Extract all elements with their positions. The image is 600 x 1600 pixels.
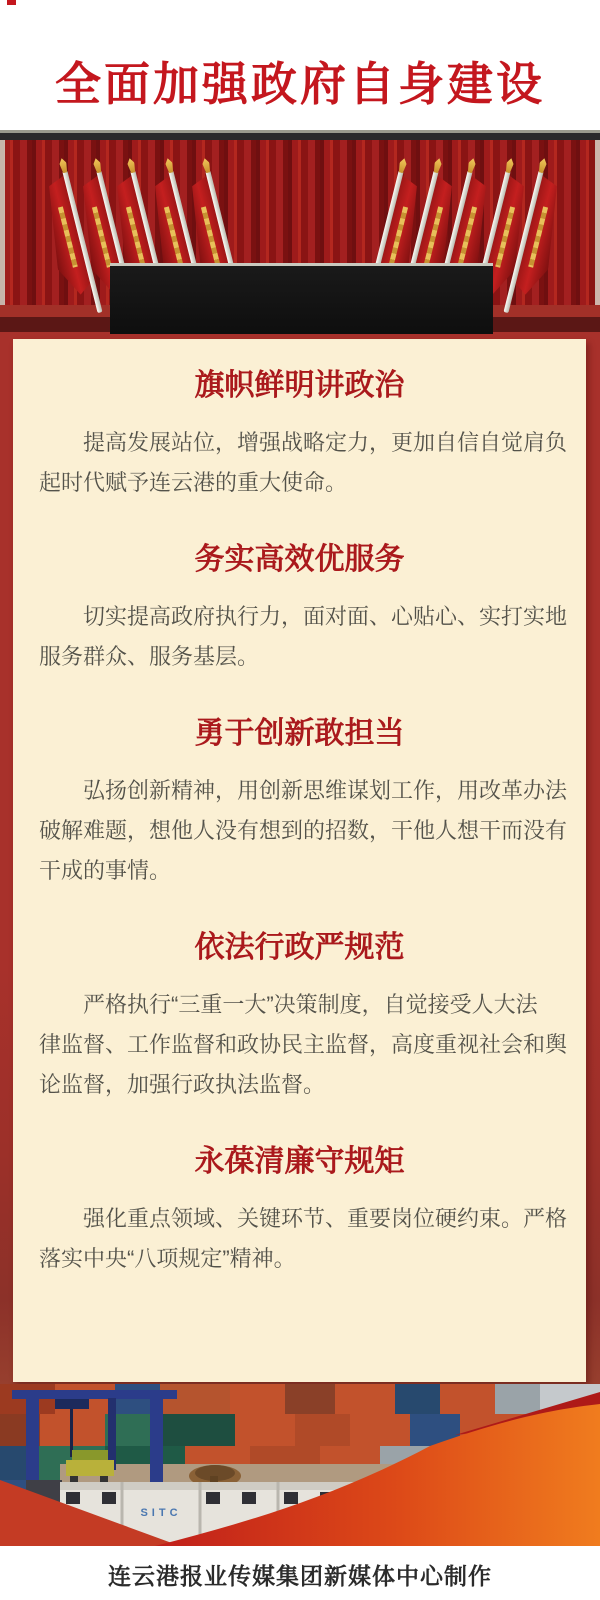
body-line: 切实提高政府执行力，面对面、心贴心、实打实地 [83,604,568,629]
stage-top-bar [0,133,600,140]
page-title: 全面加强政府自身建设 [55,59,545,110]
title-band [0,0,600,130]
body-line: 破解难题，想他人没有想到的招数，干他人想干而没有 [39,818,568,843]
body-line: 弘扬创新精神，用创新思维谋划工作，用改革办法 [83,778,568,803]
sitc-container-label: SITC [140,1507,182,1519]
body-line: 起时代赋予连云港的重大使命。 [39,470,348,495]
footer-credit: 连云港报业传媒集团新媒体中心制作 [108,1563,492,1589]
section-body [39,423,568,503]
section-heading: 旗帜鲜明讲政治 [194,369,405,402]
podium [110,263,493,334]
section-body [39,771,568,891]
section-innovation [39,717,568,891]
section-body [39,597,568,677]
section-body [39,1199,568,1279]
body-line: 论监督，加强行政执法监督。 [39,1072,326,1097]
body-line: 严格执行“三重一大”决策制度，自觉接受人大法 [83,992,538,1017]
section-body [39,985,568,1105]
body-line: 干成的事情。 [39,858,172,883]
body-line: 强化重点领域、关键环节、重要岗位硬约束。严格 [83,1206,568,1231]
section-heading: 永葆清廉守规矩 [194,1145,405,1178]
red-background [0,332,600,1384]
port-photo-svg [0,1384,600,1546]
footer [0,1546,600,1600]
content-card [13,339,586,1382]
body-line: 提高发展站位，增强战略定力，更加自信自觉肩负 [83,430,568,455]
body-line: 律监督、工作监督和政协民主监督，高度重视社会和舆 [39,1032,568,1057]
section-heading: 勇于创新敢担当 [194,717,405,750]
section-service [39,543,568,677]
section-integrity [39,1145,568,1279]
section-heading: 务实高效优服务 [194,543,405,576]
stage-illustration [0,130,600,332]
section-politics [39,369,568,503]
port-photo [0,1384,600,1546]
corner-speck [7,0,16,5]
section-heading: 依法行政严规范 [194,931,405,964]
section-law [39,931,568,1105]
body-line: 服务群众、服务基层。 [39,644,260,669]
body-line: 落实中央“八项规定”精神。 [39,1246,296,1271]
